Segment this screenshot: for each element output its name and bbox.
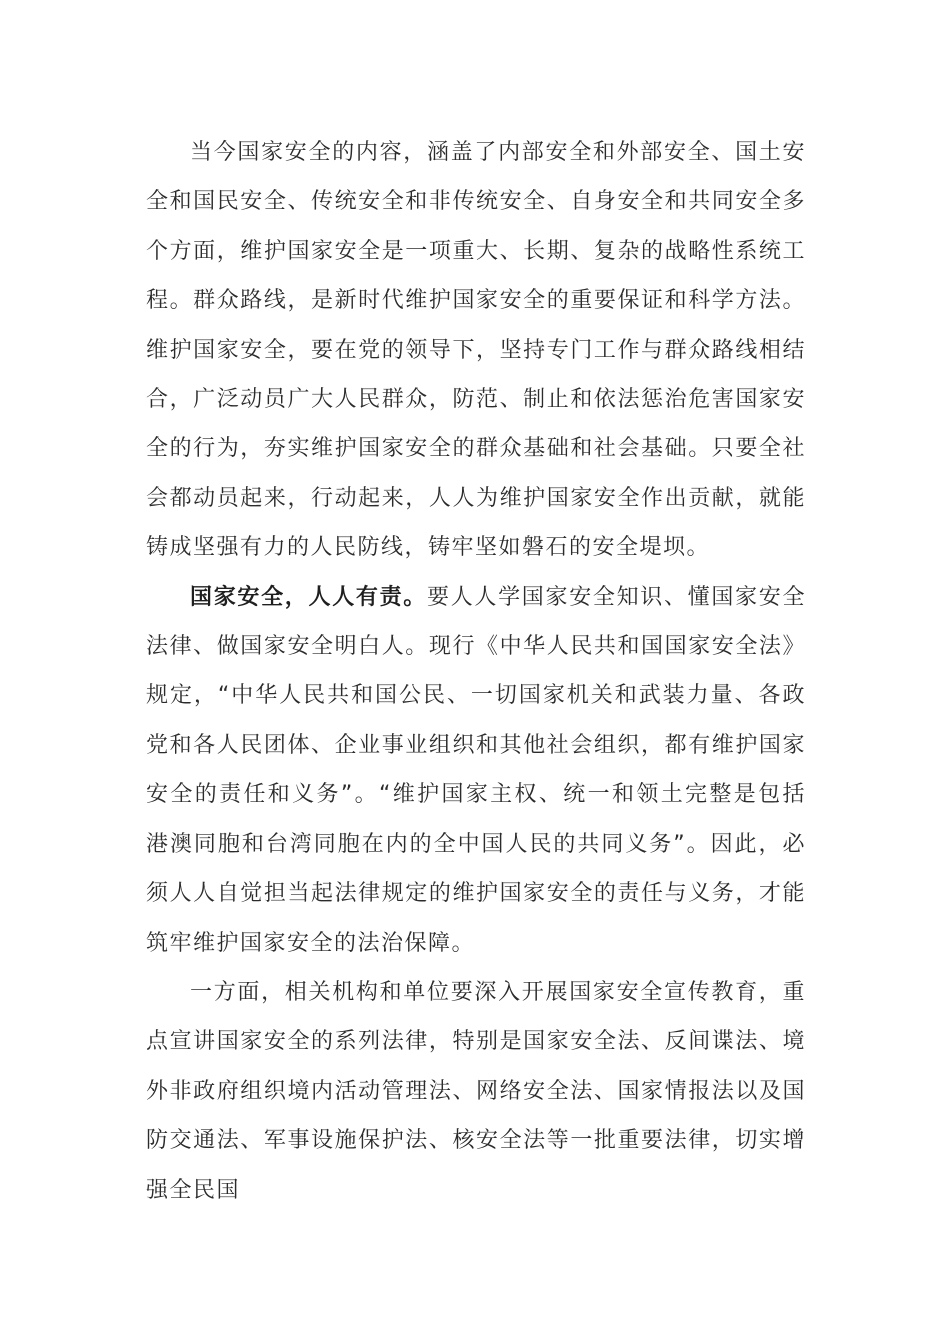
document-body bbox=[146, 128, 806, 1215]
paragraph-1-text: 当今国家安全的内容，涵盖了内部安全和外部安全、国土安全和国民安全、传统安全和非传统安全、自身安全和共同安全多个方面，维护国家安全是一项重大、长期、复杂的战略性系统工程。群众路线，是新时代维护国家安全的重要保证和科学方法。维护国家安全，要在党的领导下，坚持专门工作与群众路线相结合，广泛动员广大人民群众，防范、制止和依法惩治危害国家安全的行为，夯实维护国家安全的群众基础和社会基础。只要全社会都动员起来，行动起来，人人为维护国家安全作出贡献，就能铸成坚强有力的人民防线，铸牢坚如磐石的安全堤坝。 bbox=[146, 140, 806, 561]
paragraph-3-text: 一方面，相关机构和单位要深入开展国家安全宣传教育，重点宣讲国家安全的系列法律，特别是国家安全法、反间谍法、境外非政府组织境内活动管理法、网络安全法、国家情报法以及国防交通法、军事设施保护法、核安全法等一批重要法律，切实增强全民国 bbox=[146, 979, 806, 1203]
paragraph-2-text: 要人人学国家安全知识、懂国家安全法律、做国家安全明白人。现行《中华人民共和国国家安全法》规定，“中华人民共和国公民、一切国家机关和武装力量、各政党和各人民团体、企业事业组织和其他社会组织，都有维护国家安全的责任和义务”。“维护国家主权、统一和领土完整是包括港澳同胞和台湾同胞在内的全中国人民的共同义务”。因此，必须人人自觉担当起法律规定的维护国家安全的责任与义务，才能筑牢维护国家安全的法治保障。 bbox=[146, 584, 806, 956]
paragraph-1 bbox=[146, 128, 806, 573]
paragraph-2 bbox=[146, 573, 806, 968]
paragraph-3 bbox=[146, 968, 806, 1215]
paragraph-2-lead: 国家安全，人人有责。 bbox=[190, 584, 427, 610]
